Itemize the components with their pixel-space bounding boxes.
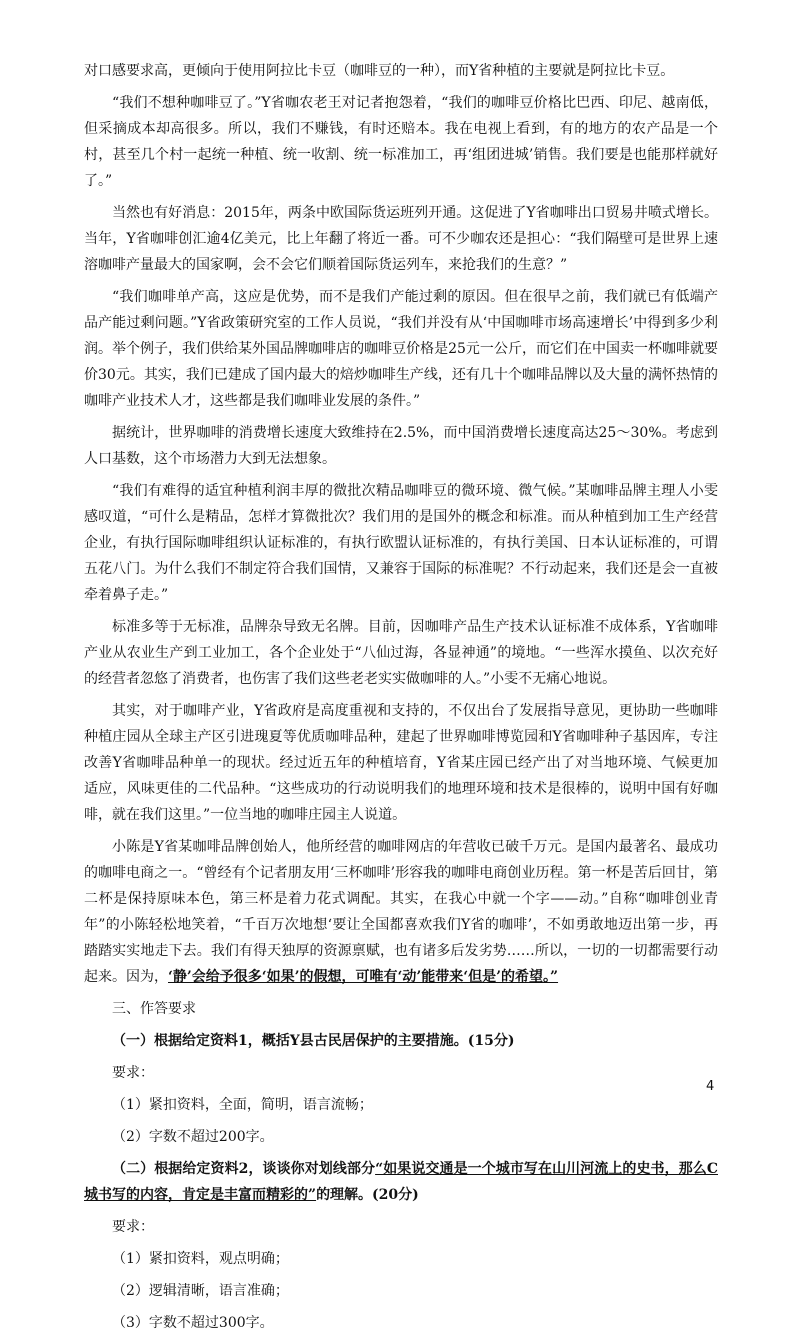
paragraph-text: 小陈是Y省某咖啡品牌创始人，他所经营的咖啡网店的年营收已破千万元。是国内最著名、最成功的咖啡电商之一。“曾经有个记者朋友用‘三杯咖啡’形容我的咖啡电商创业历程。第一杯是苦后回甘，第二杯是保持原味本色，第三杯是着力花式调配。其实，在我心中就一个字——动。”自称“咖啡创业青年”的小陈轻松地笑着，“千百万次地想‘要让全国都喜欢我们Y省的咖啡’，不如勇敢地迈出第一步，再踏踏实实地走下去。我们有得天独厚的资源禀赋，也有诸多后发劣势……所以，一切的一切都需要行动起来。因为，: [84, 839, 718, 985]
underlined-quote: ‘静’会给予很多‘如果’的假想，可唯有‘动’能带来‘但是’的希望。”: [168, 969, 559, 985]
paragraph: 其实，对于咖啡产业，Y省政府是高度重视和支持的，不仅出台了发展指导意见，更协助一些咖啡种植庄园从全球主产区引进瑰夏等优质咖啡品种，建起了世界咖啡博览园和Y省咖啡种子基因库，专注改善Y省咖啡品种单一的现状。经过近五年的种植培育，Y省某庄园已经产出了对当地环境、气候更加适应，风味更佳的二代品种。“这些成功的行动说明我们的地理环境和技术是很棒的，说明中国有好咖啡，就在我们这里。”一位当地的咖啡庄园主人说道。: [84, 703, 718, 823]
question-1: [84, 1028, 718, 1054]
question-text: （二）根据给定资料2，谈谈你对划线部分: [112, 1161, 376, 1177]
paragraph-with-underline: [84, 834, 718, 990]
question-2: [84, 1156, 718, 1208]
paragraph: 据统计，世界咖啡的消费增长速度大致维持在2.5%，而中国消费增长速度高达25～30%。考虑到人口基数，这个市场潜力大到无法想象。: [84, 425, 718, 467]
requirement-item: （2）字数不超过200字。: [112, 1129, 274, 1145]
question-suffix: 的理解。(20分): [316, 1187, 419, 1203]
requirement-item: （1）紧扣资料，观点明确；: [112, 1251, 289, 1267]
paragraph: 当然也有好消息：2015年，两条中欧国际货运班列开通。这促进了Y省咖啡出口贸易井喷式增长。当年，Y省咖啡创汇逾4亿美元，比上年翻了将近一番。可不少咖农还是担心：“我们隔壁可是世界上速溶咖啡产量最大的国家啊，会不会它们顺着国际货运列车，来抢我们的生意？”: [84, 205, 718, 273]
paragraph: “我们咖啡单产高，这应是优势，而不是我们产能过剩的原因。但在很早之前，我们就已有低端产品产能过剩问题。”Y省政策研究室的工作人员说，“我们并没有从‘中国咖啡市场高速增长’中得到多少利润。举个例子，我们供给某外国品牌咖啡店的咖啡豆价格是25元一公斤，而它们在中国卖一杯咖啡就要价30元。其实，我们已建成了国内最大的焙炒咖啡生产线，还有几十个咖啡品牌以及大量的满怀热情的咖啡产业技术人才，这些都是我们咖啡业发展的条件。”: [84, 289, 718, 409]
document-page: [84, 58, 718, 1342]
underlined-quote: “如果说交通是一个城市写在山川河流上的史书，那么C城书写的内容，肯定是丰富而精彩的”: [84, 1161, 718, 1203]
paragraph: 标准多等于无标准，品牌杂导致无名牌。目前，因咖啡产品生产技术认证标准不成体系，Y省咖啡产业从农业生产到工业加工，各个企业处于“八仙过海，各显神通”的境地。“一些浑水摸鱼、以次充好的经营者忽悠了消费者，也伤害了我们这些老老实实做咖啡的人。”小雯不无痛心地说。: [84, 619, 718, 687]
requirements-heading: 要求：: [112, 1219, 154, 1235]
paragraph: 对口感要求高，更倾向于使用阿拉比卡豆（咖啡豆的一种），而Y省种植的主要就是阿拉比卡豆。: [84, 63, 675, 79]
requirement-item: （3）字数不超过300字。: [112, 1315, 274, 1331]
requirement-item: （2）逻辑清晰，语言准确；: [112, 1283, 289, 1299]
requirements-heading: 要求：: [112, 1065, 154, 1081]
requirement-item: （1）紧扣资料，全面，简明，语言流畅；: [112, 1097, 373, 1113]
section-title: 三、作答要求: [112, 1001, 196, 1017]
question-text: （一）根据给定资料1，概括Y县古民居保护的主要措施。(15分): [112, 1033, 515, 1049]
paragraph: “我们有难得的适宜种植利润丰厚的微批次精品咖啡豆的微环境、微气候。”某咖啡品牌主理人小雯感叹道，“可什么是精品，怎样才算微批次？我们用的是国外的概念和标准。而从种植到加工生产经营企业，有执行国际咖啡组织认证标准的，有执行欧盟认证标准的，有执行美国、日本认证标准的，可谓五花八门。为什么我们不制定符合我们国情，又兼容于国际的标准呢？不行动起来，我们还是会一直被牵着鼻子走。”: [84, 483, 718, 603]
page-number: 4: [706, 1079, 715, 1094]
paragraph: “我们不想种咖啡豆了。”Y省咖农老王对记者抱怨着，“我们的咖啡豆价格比巴西、印尼、越南低，但采摘成本却高很多。所以，我们不赚钱，有时还赔本。我在电视上看到，有的地方的农产品是一个村，甚至几个村一起统一种植、统一收割、统一标准加工，再‘组团进城’销售。我们要是也能那样就好了。”: [84, 95, 718, 189]
